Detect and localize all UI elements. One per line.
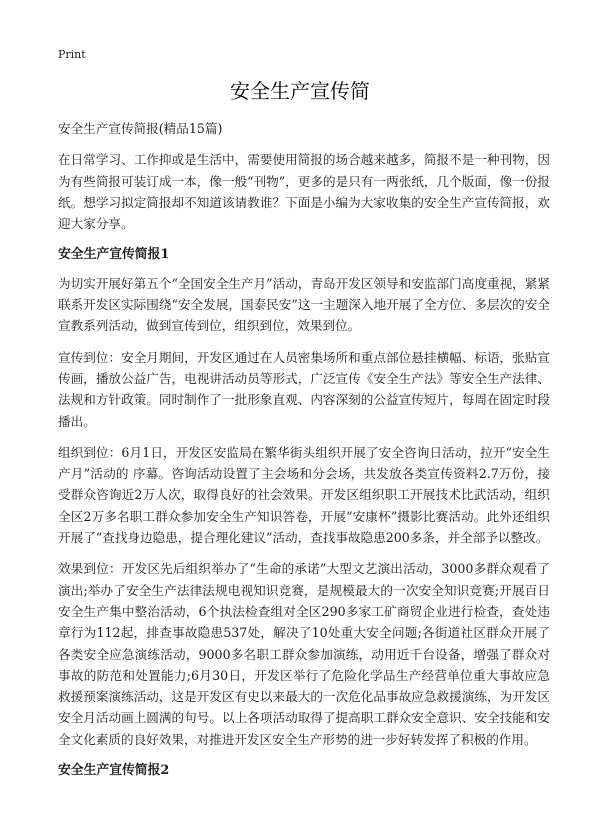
print-link[interactable]: Print: [58, 48, 86, 61]
article-body: [58, 118, 550, 788]
article-subtitle: 安全生产宣传简报(精品15篇): [58, 121, 223, 136]
section-heading-2: 安全生产宣传简报2: [58, 763, 170, 779]
section-heading-1: 安全生产宣传简报1: [58, 247, 170, 263]
section-1-paragraph-4: 效果到位：开发区先后组织举办了“生命的承诺”大型文艺演出活动，3000多群众观看了演出;举办了安全生产法律法规电视知识竞赛，是规模最大的一次安全知识竞赛;开展百日安全生产集中整治活动，6个执法检查组对全区290多家工矿商贸企业进行检查，查处违章行为112起，排查事故隐患537处，解决了10处重大安全问题;各街道社区群众开展了各类安全应急演练活动，9000多名职工群众参加演练，动用近千台设备，增强了群众对事故的防范和处置能力;6月30日，开发区举行了危险化学品生产经营单位重大事故应急救援预案演练活动，这是开发区有史以来最大的一次危化品事故应急救援演练，为开发区安全月活动画上圆满的句号。以上各项活动取得了提高职工群众安全意识、安全技能和安全文化素质的良好效果，对推进开发区安全生产形势的进一步好转发挥了积极的作用。: [58, 561, 550, 747]
intro-paragraph: 在日常学习、工作抑或是生活中，需要使用简报的场合越来越多，简报不是一种刊物，因为有些简报可装订成一本，像一般“刊物”，更多的是只有一两张纸，几个版面，像一份报纸。想学习拟定简报却不知道该请教谁？下面是小编为大家收集的安全生产宣传简报，欢迎大家分享。: [58, 152, 550, 232]
page-title: 安全生产宣传简: [230, 79, 370, 103]
section-1-paragraph-2: 宣传到位：安全月期间，开发区通过在人员密集场所和重点部位悬挂横幅、标语，张贴宣传画，播放公益广告，电视讲活动员等形式，广泛宣传《安全生产法》等安全生产法律、法规和方针政策。同时制作了一批形象直观、内容深刻的公益宣传短片，每周在固定时段播出。: [58, 349, 550, 429]
section-1-paragraph-3: 组织到位：6月1日，开发区安监局在繁华街头组织开展了安全咨询日活动，拉开“安全生产月”活动的 序幕。咨询活动设置了主会场和分会场，共发放各类宣传资料2.7万份，接受群众咨询近2万人次，取得良好的社会效果。开发区组织职工开展技术比武活动，组织全区2万多名职工群众参加安全生产知识答卷，开展“安康杯”摄影比赛活动。此外还组织开展了“查找身边隐患，提合理化建议”活动，查找事故隐患200多条，并全部予以整改。: [58, 444, 550, 546]
section-1-paragraph-1: 为切实开展好第五个“全国安全生产月”活动，青岛开发区领导和安监部门高度重视，紧紧联系开发区实际围绕“安全发展，国泰民安”这一主题深入地开展了全方位、多层次的安全宣教系列活动，做到宣传到位，组织到位，效果到位。: [58, 275, 550, 334]
